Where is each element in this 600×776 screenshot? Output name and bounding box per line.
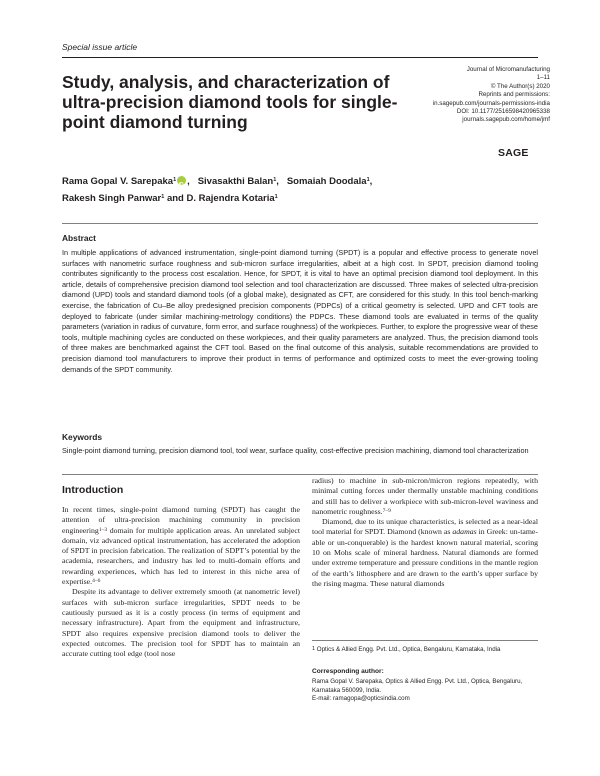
sage-logo [498,147,529,159]
journal-home-link[interactable]: journals.sagepub.com/home/jmf [462,116,550,124]
affiliation-mark: 1 [312,646,316,652]
copyright: © The Author(s) 2020 [490,82,550,90]
author-list [62,173,532,207]
article-title: Study, analysis, and characterization of ultra-precision diamond tools for single-point diamond turning [62,72,398,132]
affiliation-mark: 1 [366,177,370,183]
author-separator: , [276,176,279,187]
reprints-label: Reprints and permissions: [478,91,550,99]
keywords-text: Single-point diamond turning, precision diamond tool, tool wear, surface quality, cost-effective precision machining, diamond tool characterization [62,446,529,455]
special-issue-label: Special issue article [62,42,138,52]
italic-term: adamas [452,527,477,537]
abstract-heading: Abstract [62,233,96,243]
doi[interactable]: DOI: 10.1177/2516598420965338 [456,108,550,116]
corresponding-author-details [312,678,538,704]
author-name: Sivasakthi Balan [197,176,274,187]
author-conjunction: and [166,193,184,204]
body-paragraph: Despite its advantage to deliver extremely smooth (at nanometric level) surfaces with sub-micron surface irregularities, SPDT needs to be cautiously pursued as it is a costly process (in terms of equipment and necessary infrastructure). Apart from the equipment and infrastructure, SPDT also requires expensive precision diamond tools to deliver the expected outcomes. The precision tool for SPDT has to maintain an accurate cutting tool edge (tool nose [62,587,300,659]
body-column-left [62,505,300,659]
corresponding-author-email[interactable]: E-mail: ramagopa@opticsindia.com [312,695,410,703]
abstract-rule [62,223,538,224]
journal-name: Journal of Micromanufacturing [466,66,550,73]
corresponding-author-address: Rama Gopal V. Sarepaka, Optics & Allied Engg. Pvt. Ltd., Optica, Bengaluru, Karnataka 560099, India. [312,678,523,694]
author-name: Rakesh Singh Panwar [62,193,162,204]
journal-pages: 1–11 [536,74,550,82]
affiliation-footnote: $^1$ Optics & Allied Engg. Pvt. Ltd., Optica, Bengaluru, Karnataka, India [312,646,501,653]
introduction-heading: Introduction [62,484,124,496]
citation[interactable]: 7–9 [382,507,391,514]
citation[interactable]: 1–3 [98,526,108,533]
author-name: Rama Gopal V. Sarepaka [62,176,174,187]
affiliation-mark: 1 [161,194,165,200]
footnote-rule [312,640,538,641]
body-paragraph: Diamond, due to its unique characteristics, is selected as a near-ideal tool material for SPDT. Diamond (known as adamas in Greek: un-tame-able or un-conquerable) is the hardest known natural material, scoring 10 on Mohs scale of mineral hardness. Natural diamonds are formed under extreme temperature and pressure conditions in the mantle region of the earth’s lithosphere and are drawn to the earth’s upper surface by the rising magma. These natural diamonds [312,517,538,588]
author-separator: , [369,176,373,187]
sage-logo-text: SAGE [498,147,529,159]
reprints-link[interactable]: in.sagepub.com/journals-permissions-india [432,99,550,107]
body-paragraph: In recent times, single-point diamond turning (SPDT) has caught the attention of ultra-precision machining community in precision engineering$^{1-3}$ domain for multiple application areas. An unrelated subject domain, viz advanced optical instrumentation, has accelerated the adoption of SPDT in precision fabrication. The realization of SDPT’s potential by the academia, researchers, and industry has led to multi-domain efforts and rewarding experiences, which has led to interest in this niche area of expertise.$^{4-6}$ [62,505,300,587]
author-name: Somaiah Doodala [286,176,367,187]
affiliation-mark: 1 [173,177,177,183]
corresponding-author-heading: Corresponding author: [312,668,384,675]
header-rule [62,57,538,58]
body-column-right [312,476,538,589]
author-name: D. Rajendra Kotaria [186,193,275,204]
affiliation-mark: 1 [273,177,277,183]
author-separator: , [187,176,190,187]
affiliation-mark: 1 [274,194,278,200]
body-paragraph: radius) to machine in sub-micron/micron regions repeatedly, with minimal cutting forces under thermally unstable machining conditions and still has to deliver a workpiece with sub-micron-level waviness and nanometric roughness.$^{7-9}$ [312,476,538,516]
journal-info [430,66,550,125]
citation[interactable]: 4–6 [92,578,101,585]
keywords-rule [62,474,538,475]
abstract-text: In multiple applications of advanced instrumentation, single-point diamond turning (SPDT) is a popular and effective process to generate novel surfaces with nanometric surface roughness and sub-micron surface irregularities, albeit at a high cost. In SPDT, precision diamond tooling contributes significantly to the process cost escalation. Hence, for SPDT, it is vital to have an optimal precision diamond tool deployment. In this article, details of comprehensive precision diamond tool selection and tool characterization are discussed. Three makes of selected ultra-precision diamond (UPD) tools and standard diamond tools (of a global make), designated as CFT, are considered for this study. In this tool bench-marking exercise, the fabrication of Cu–Be alloy predesigned precision components (PDPCs) of a critical geometry is selected. UPD and CFT tools are deployed to fabricate (under similar machining-metrology conditions) the PDPCs. These diamond tools are evaluated in terms of the quality parameters (variation in radius of curvature, form error, and surface roughness) of the workpieces. Further, to explore the progressive wear of these tools, multiple machining cycles are conducted on these workpieces, and their quality parameters are analyzed. Thus, the precision diamond tools of three makes are benchmarked against the CFT tool. Based on the final outcome of this analysis, suitable recommendations are provided to precision diamond tool manufacturers to improve their product in terms of performance and optimized costs to meet the ever-growing tooling demands of the SPDT community. [62,248,538,374]
orcid-icon[interactable] [177,176,186,185]
keywords-heading: Keywords [62,432,103,442]
